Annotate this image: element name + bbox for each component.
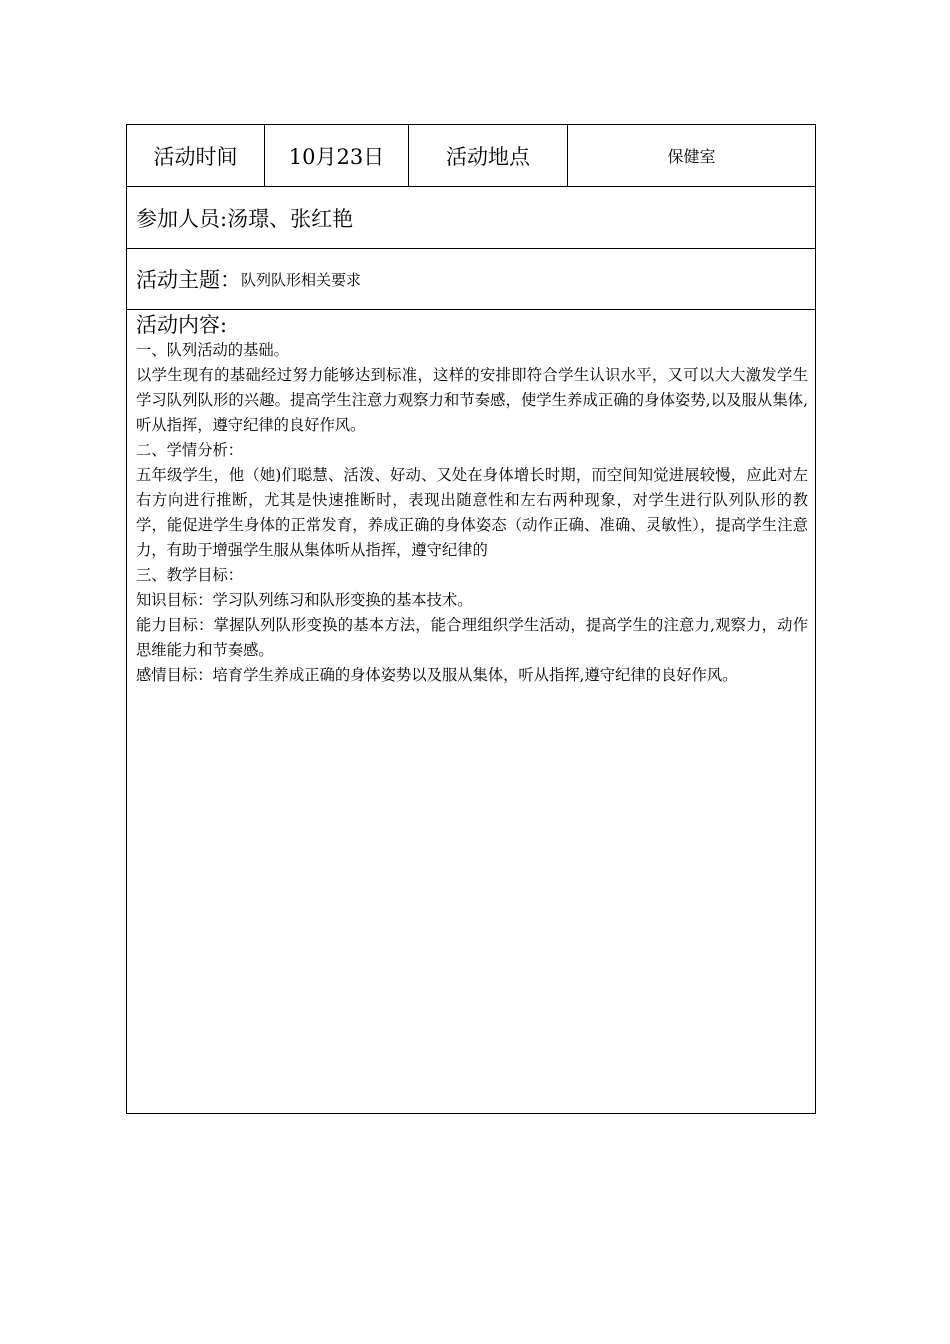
participants-value: 汤璟、张红艳 [227, 206, 354, 231]
place-label: 活动地点 [409, 125, 568, 186]
theme-value: 队列队形相关要求 [241, 270, 362, 289]
content-paragraph: 五年级学生，他（她)们聪慧、活泼、好动、又处在身体增长时期，而空间知觉进展较慢，应此对左右方向进行推断，尤其是快速推断时，表现出随意性和左右两种现象，对学生进行队列队形的教学，能促进学生身体的正常发育，养成正确的身体姿态（动作正确、准确、灵敏性），提高学生注意力，有助于增强学生服从集体听从指挥，遵守纪律的 [136, 466, 808, 559]
content-body [136, 338, 808, 688]
place-value: 保健室 [667, 147, 716, 166]
header-row [127, 125, 815, 187]
participants-row [127, 187, 815, 249]
content-row [127, 310, 815, 1113]
time-label: 活动时间 [127, 125, 265, 186]
activity-record-table [126, 124, 816, 1114]
section-heading: 三、教学目标： [136, 566, 244, 584]
content-paragraph: 感情目标：培育学生养成正确的身体姿势以及服从集体，听从指挥,遵守纪律的良好作风。 [136, 666, 738, 684]
theme-label: 活动主题： [136, 268, 241, 292]
content-label: 活动内容: [136, 313, 228, 337]
content-paragraph: 能力目标：掌握队列队形变换的基本方法，能合理组织学生活动，提高学生的注意力,观察力，动作思维能力和节奏感。 [136, 616, 808, 659]
time-value: 10月23日 [265, 125, 409, 186]
theme-row [127, 249, 815, 310]
participants-label: 参加人员: [136, 206, 228, 231]
content-paragraph: 知识目标：学习队列练习和队形变换的基本技术。 [136, 591, 473, 609]
section-heading: 二、学情分析： [136, 441, 244, 459]
content-paragraph: 以学生现有的基础经过努力能够达到标准，这样的安排即符合学生认识水平，又可以大大激发学生学习队列队形的兴趣。提高学生注意力观察力和节奏感，使学生养成正确的身体姿势,以及服从集体,听从指挥，遵守纪律的良好作风。 [136, 366, 808, 434]
section-heading: 一、队列活动的基础。 [136, 341, 289, 359]
